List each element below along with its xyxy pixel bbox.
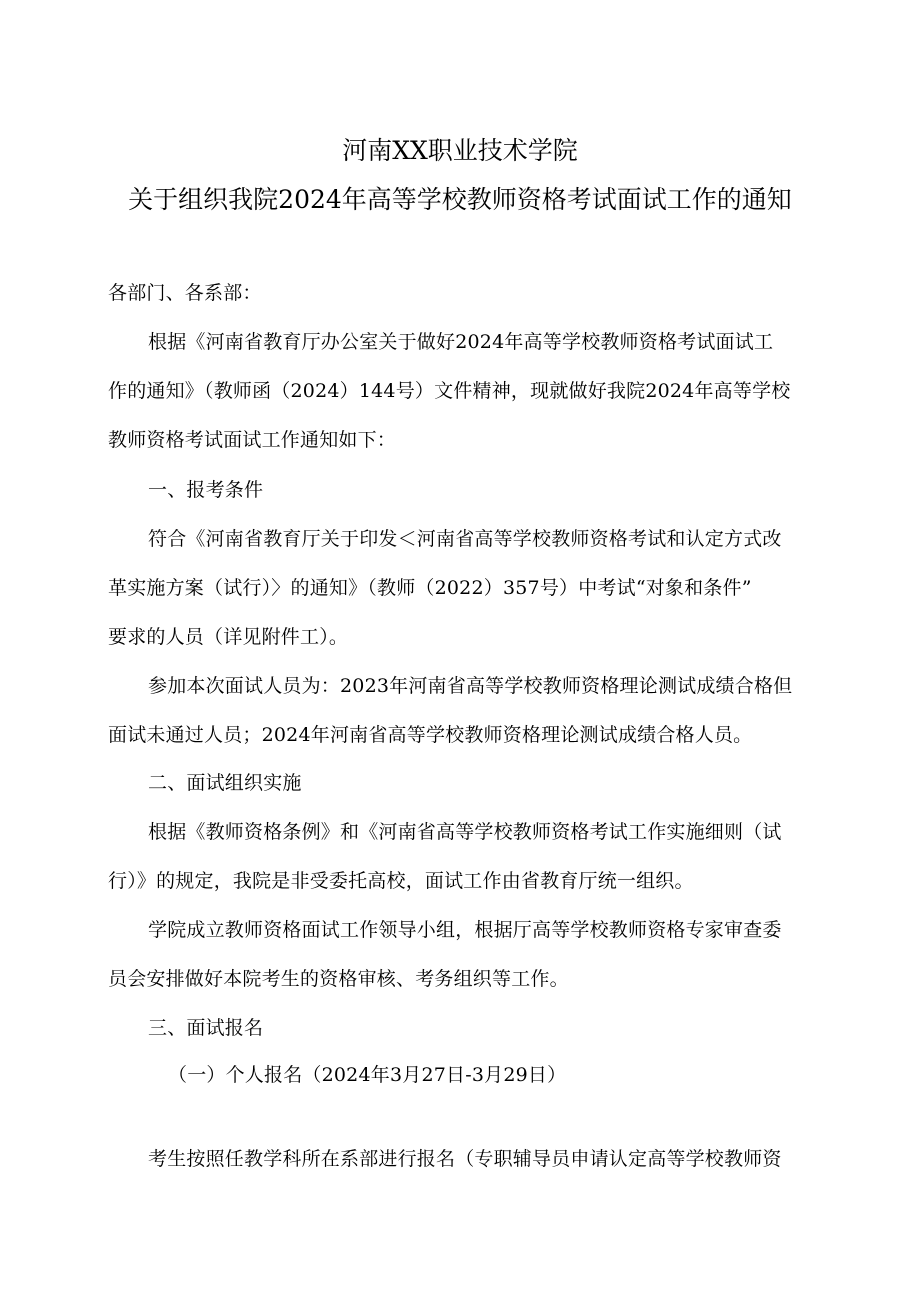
section-heading: 二、面试组织实施 xyxy=(148,772,302,794)
paragraph-line: 根据《教师资格条例》和《河南省高等学校教师资格考试工作实施细则（试 xyxy=(148,821,782,843)
section-heading: 一、报考条件 xyxy=(148,479,264,501)
paragraph-line: 革实施方案（试行）〉的通知》（教师（2022）357号）中考试“对象和条件” xyxy=(108,577,752,599)
paragraph-line: 面试未通过人员；2024年河南省高等学校教师资格理论测试成绩合格人员。 xyxy=(108,724,753,746)
paragraph-line: 考生按照任教学科所在系部进行报名（专职辅导员申请认定高等学校教师资 xyxy=(148,1148,782,1170)
paragraph-line: 行）》的规定，我院是非受委托高校，面试工作由省教育厅统一组织。 xyxy=(108,870,694,892)
subsection-heading: （一）个人报名（2024年3月27日-3月29日） xyxy=(168,1064,567,1086)
paragraph-line: 要求的人员（详见附件工）。 xyxy=(108,626,349,648)
paragraph-line: 符合《河南省教育厅关于印发＜河南省高等学校教师资格考试和认定方式改 xyxy=(148,528,782,550)
paragraph-line: 员会安排做好本院考生的资格审核、考务组织等工作。 xyxy=(108,968,569,990)
paragraph-line: 作的通知》（教师函（2024）144号）文件精神，现就做好我院2024年高等学校 xyxy=(108,380,791,402)
paragraph-line: 参加本次面试人员为：2023年河南省高等学校教师资格理论测试成绩合格但 xyxy=(148,675,793,697)
document-title-line-1: 河南XX职业技术学院 xyxy=(342,136,578,165)
paragraph-line: 教师资格考试面试工作通知如下： xyxy=(108,429,397,451)
paragraph-line: 根据《河南省教育厅办公室关于做好2024年高等学校教师资格考试面试工 xyxy=(148,331,774,353)
document-title-line-2: 关于组织我院2024年高等学校教师资格考试面试工作的通知 xyxy=(128,185,792,214)
section-heading: 三、面试报名 xyxy=(148,1017,264,1039)
salutation: 各部门、各系部： xyxy=(108,282,262,304)
paragraph-line: 学院成立教师资格面试工作领导小组，根据厅高等学校教师资格专家审查委 xyxy=(148,919,782,941)
